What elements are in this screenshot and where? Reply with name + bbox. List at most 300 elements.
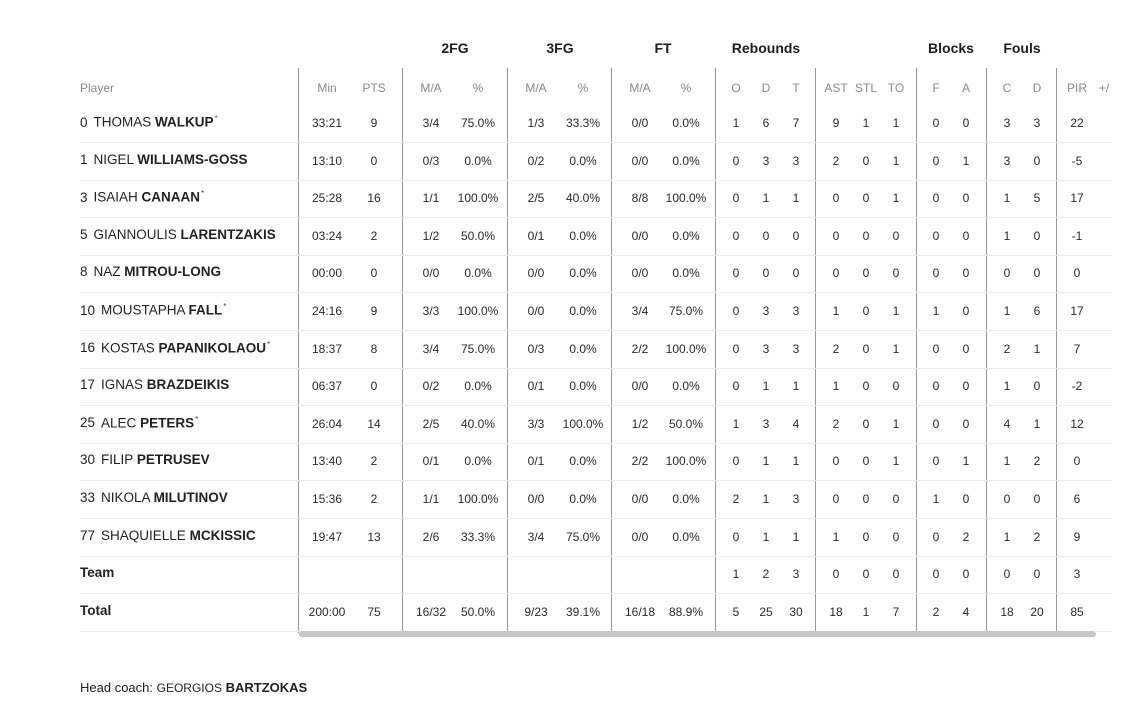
stat-cell: 1 [1033, 341, 1041, 356]
player-first-name: NIKOLA [101, 490, 154, 505]
row-divider [80, 142, 1112, 143]
stat-cell: 0.0% [672, 529, 700, 544]
stat-cell: 17 [1070, 191, 1084, 206]
stat-cell: 2 [1003, 341, 1011, 356]
stat-cell: 9 [370, 304, 378, 318]
stat-cell: 2 [762, 567, 770, 582]
stat-cell: 100.0% [665, 341, 707, 356]
stat-cell: 6 [1073, 492, 1081, 506]
player-last-name: PAPANIKOLAOU [158, 340, 267, 356]
stat-cell: 16 [367, 191, 381, 206]
player-first-name: ALEC [101, 415, 141, 431]
stat-cell: 0.0% [672, 266, 700, 281]
column-header: % [680, 81, 692, 95]
stat-cell: 75.0% [460, 116, 496, 130]
stat-cell: 2/5 [527, 191, 545, 206]
player-name[interactable] [80, 415, 198, 431]
stat-cell: 1 [762, 191, 770, 206]
stat-cell: 0 [962, 304, 970, 318]
stat-cell: 0 [892, 567, 900, 582]
stat-cell: 3 [762, 153, 770, 168]
stat-cell: 4 [962, 604, 970, 619]
stat-cell: 0 [962, 567, 970, 582]
player-last-name: PETERS [140, 415, 195, 431]
stat-cell: 1 [932, 492, 940, 506]
stat-cell: 22 [1070, 116, 1084, 130]
stat-cell: 0.0% [464, 266, 492, 281]
stat-cell: 1 [792, 191, 800, 206]
stat-cell: 88.9% [668, 604, 704, 619]
stat-cell: 50.0% [460, 604, 496, 619]
stat-cell: 0 [1003, 567, 1011, 582]
starter-mark: * [201, 189, 205, 199]
stat-cell: 1 [892, 341, 900, 356]
stat-cell: 1 [892, 416, 900, 431]
stat-cell: 0 [1033, 492, 1041, 506]
stat-cell: 85 [1070, 604, 1084, 619]
stat-cell: 0/0 [631, 228, 649, 243]
stat-cell: 1 [732, 567, 740, 582]
stat-cell: 0 [732, 529, 740, 544]
stat-cell: 0 [932, 454, 940, 469]
player-name[interactable] [80, 227, 276, 242]
stat-cell: 1 [892, 116, 900, 130]
player-name[interactable] [80, 490, 228, 505]
stat-cell: -1 [1071, 228, 1083, 243]
stat-cell: 1/3 [527, 116, 545, 130]
stat-cell: 2 [832, 341, 840, 356]
stat-cell: 0 [862, 454, 870, 469]
stat-cell: 0/3 [422, 153, 440, 168]
player-first-name: MOUSTAPHA [101, 302, 189, 318]
stat-cell: 0/3 [527, 341, 545, 356]
stat-cell: 0.0% [569, 153, 597, 168]
stat-cell: 0 [1033, 567, 1041, 582]
stat-cell: 40.0% [460, 416, 496, 431]
column-header: M/A [525, 81, 547, 95]
column-header: PTS [362, 81, 386, 95]
stat-cell: 0 [962, 416, 970, 431]
stat-cell: 1 [892, 304, 900, 318]
stat-cell: 0 [832, 567, 840, 582]
stat-cell: 2 [962, 529, 970, 544]
stat-cell: 2 [832, 416, 840, 431]
stat-cell: 0 [932, 529, 940, 544]
stat-cell: 3/4 [422, 116, 440, 130]
player-number: 3 [80, 189, 88, 205]
stat-cell: 0 [932, 379, 940, 394]
stat-cell: 1/2 [422, 228, 440, 243]
stat-cell: 14 [367, 416, 381, 431]
stat-cell: 15:36 [311, 492, 343, 506]
stat-cell: 8/8 [631, 191, 649, 206]
stat-cell: 0 [1073, 266, 1081, 281]
stat-cell: 0/0 [631, 266, 649, 281]
stat-cell: 1 [962, 454, 970, 469]
stat-cell: 0 [962, 116, 970, 130]
stat-cell: 0 [962, 379, 970, 394]
stat-cell: 12 [1070, 416, 1084, 431]
stat-cell: 1 [762, 454, 770, 469]
stat-cell: 2/5 [422, 416, 440, 431]
stat-cell: 0/2 [527, 153, 545, 168]
stat-cell: 0 [792, 266, 800, 281]
stat-cell: 2 [1033, 454, 1041, 469]
stat-cell: 0 [892, 266, 900, 281]
stat-cell: 33.3% [460, 529, 496, 544]
player-number: 16 [80, 340, 96, 356]
stat-cell: 1 [1003, 379, 1011, 394]
stat-cell: 1 [792, 379, 800, 394]
player-number: 17 [80, 377, 96, 393]
stat-cell: 1 [962, 153, 970, 168]
stat-cell: 1 [732, 416, 740, 431]
stat-cell: 0.0% [464, 153, 492, 168]
stat-cell: 1/2 [631, 416, 649, 431]
column-divider [611, 68, 612, 633]
player-name[interactable] [80, 264, 221, 279]
stat-cell: 1 [1003, 304, 1011, 318]
stat-cell: 1 [892, 191, 900, 206]
column-header: C [1002, 81, 1012, 95]
total-label: Total [80, 602, 112, 618]
stat-cell: 1 [862, 604, 870, 619]
stat-cell: 33.3% [565, 116, 601, 130]
stat-cell: 2/2 [631, 454, 649, 469]
stat-cell: 0 [862, 379, 870, 394]
stat-cell: 16/18 [624, 604, 656, 619]
row-divider [80, 330, 1112, 331]
stat-cell: 0/0 [631, 529, 649, 544]
stat-cell: 5 [1033, 191, 1041, 206]
stat-cell: 1 [892, 454, 900, 469]
stat-cell: 0/0 [631, 153, 649, 168]
stat-cell: 30 [789, 604, 803, 619]
column-header: % [472, 81, 484, 95]
stat-cell: 3/4 [527, 529, 545, 544]
column-divider [507, 68, 508, 633]
stat-cell: 1 [1003, 191, 1011, 206]
stat-cell: 3 [762, 304, 770, 318]
stat-cell: 0 [892, 379, 900, 394]
stat-cell: 6 [762, 116, 770, 130]
player-last-name: BRAZDEIKIS [146, 377, 230, 393]
group-header-fg2: 2FG [441, 40, 469, 56]
column-header: F [932, 81, 940, 95]
stat-cell: 9 [1073, 529, 1081, 544]
stat-cell: 0.0% [569, 454, 597, 469]
group-header-fg3: 3FG [546, 40, 574, 56]
stat-cell: 0 [962, 266, 970, 281]
player-first-name: NAZ [93, 264, 125, 280]
stat-cell: 0.0% [569, 304, 597, 318]
stat-cell: -5 [1071, 153, 1083, 168]
stat-cell: 0/1 [527, 228, 545, 243]
stat-cell: 0/0 [527, 304, 545, 318]
stat-cell: 2 [370, 454, 378, 469]
stat-cell: 0 [862, 567, 870, 582]
stat-cell: 16/32 [415, 604, 447, 619]
stat-cell: 3/3 [422, 304, 440, 318]
group-header-fouls: Fouls [1003, 40, 1041, 56]
stat-cell: 0.0% [672, 153, 700, 168]
stat-cell: 0 [862, 191, 870, 206]
stat-cell: 2 [370, 228, 378, 243]
stat-cell: 100.0% [457, 492, 499, 506]
stat-cell: 0.0% [672, 379, 700, 394]
player-name[interactable] [80, 377, 229, 392]
stat-cell: 03:24 [311, 228, 343, 243]
stat-cell: 0 [932, 228, 940, 243]
group-header-ft: FT [654, 40, 672, 56]
player-first-name: THOMAS [93, 114, 156, 130]
column-header: PIR [1066, 81, 1087, 95]
stat-cell: 0/0 [631, 116, 649, 130]
stat-cell: 75.0% [460, 341, 496, 356]
stat-cell: 1 [862, 116, 870, 130]
stat-cell: 0 [762, 266, 770, 281]
stat-cell: 0 [1003, 492, 1011, 506]
stat-cell: 1 [1003, 454, 1011, 469]
stat-cell: 0 [932, 116, 940, 130]
stat-cell: 0 [862, 266, 870, 281]
column-header: D [761, 81, 771, 95]
player-first-name: IGNAS [101, 377, 147, 393]
player-name[interactable] [80, 114, 218, 130]
stat-cell: 75.0% [565, 529, 601, 544]
column-header: M/A [420, 81, 442, 95]
stat-cell: 0 [762, 228, 770, 243]
column-header: M/A [629, 81, 651, 95]
stat-cell: 0 [932, 341, 940, 356]
column-header: T [792, 81, 800, 95]
stat-cell: 13:40 [311, 454, 343, 469]
stat-cell: 0 [892, 228, 900, 243]
stat-cell: 0.0% [672, 492, 700, 506]
stat-cell: 2 [1033, 529, 1041, 544]
stat-cell: 0 [732, 153, 740, 168]
stat-cell: 0 [732, 266, 740, 281]
stat-cell: 0 [862, 304, 870, 318]
stat-cell: 0 [932, 416, 940, 431]
stat-cell: 19:47 [311, 529, 343, 544]
stat-cell: 2 [370, 492, 378, 506]
stat-cell: 50.0% [668, 416, 704, 431]
stat-cell: 13 [367, 529, 381, 544]
stat-cell: 0.0% [672, 228, 700, 243]
stat-cell: 00:00 [311, 266, 343, 281]
stat-cell: 4 [792, 416, 800, 431]
player-name[interactable] [80, 152, 248, 167]
column-header-player: Player [80, 81, 115, 95]
stat-cell: 3 [792, 304, 800, 318]
column-header: D [1032, 81, 1042, 95]
stat-cell: 0 [932, 153, 940, 168]
stat-cell: 0.0% [464, 454, 492, 469]
stat-cell: 100.0% [665, 454, 707, 469]
stat-cell: 39.1% [565, 604, 601, 619]
player-number: 1 [80, 151, 88, 167]
column-header: Min [317, 81, 337, 95]
group-header-reb: Rebounds [731, 40, 801, 56]
stat-cell: 75.0% [668, 304, 704, 318]
row-divider [80, 292, 1112, 293]
stat-cell: 50.0% [460, 228, 496, 243]
stat-cell: 200:00 [308, 604, 346, 619]
stat-cell: 2 [732, 492, 740, 506]
stat-cell: 0 [862, 341, 870, 356]
stat-cell: 0 [862, 492, 870, 506]
stat-cell: 0 [962, 228, 970, 243]
stat-cell: 2 [832, 153, 840, 168]
stat-cell: 1 [832, 379, 840, 394]
starter-mark: * [267, 339, 271, 349]
stat-cell: 1/1 [422, 191, 440, 206]
column-header: TO [887, 81, 905, 95]
stat-cell: 33:21 [311, 116, 343, 130]
player-last-name: PETRUSEV [136, 452, 210, 468]
column-header-plus-minus: +/ [1098, 81, 1110, 95]
stat-cell: 0 [370, 266, 378, 281]
column-divider [402, 68, 403, 633]
player-name[interactable] [80, 302, 226, 318]
player-first-name: SHAQUIELLE [101, 527, 190, 543]
player-last-name: LARENTZAKIS [180, 226, 276, 242]
stat-cell: 0 [1003, 266, 1011, 281]
player-name[interactable] [80, 452, 210, 467]
head-coach-last-name: BARTZOKAS [225, 680, 308, 695]
stat-cell: 0 [732, 228, 740, 243]
stat-cell: 0 [932, 567, 940, 582]
stat-cell: 2 [932, 604, 940, 619]
player-name[interactable] [80, 189, 204, 205]
stat-cell: 0 [1033, 228, 1041, 243]
stat-cell: 0 [832, 228, 840, 243]
row-divider [80, 556, 1112, 557]
stat-cell: 13:10 [311, 153, 343, 168]
stat-cell: 18 [829, 604, 843, 619]
stat-cell: 9 [370, 116, 378, 130]
player-name[interactable] [80, 528, 256, 543]
stat-cell: 1 [792, 529, 800, 544]
row-divider [80, 217, 1112, 218]
stat-cell: 18:37 [311, 341, 343, 356]
stat-cell: 0 [892, 529, 900, 544]
player-number: 0 [80, 114, 88, 130]
column-header: % [577, 81, 589, 95]
stat-cell: 0 [862, 416, 870, 431]
player-first-name: NIGEL [93, 151, 138, 167]
stat-cell: 40.0% [565, 191, 601, 206]
boxscore-table [80, 0, 1112, 640]
stat-cell: 0.0% [569, 379, 597, 394]
row-divider [80, 480, 1112, 481]
column-divider [298, 68, 299, 633]
stat-cell: 0/1 [527, 379, 545, 394]
player-name[interactable] [80, 340, 270, 356]
stat-cell: 3 [792, 341, 800, 356]
stat-cell: 0 [962, 492, 970, 506]
stat-cell: 1 [892, 153, 900, 168]
stat-cell: 0 [962, 341, 970, 356]
stat-cell: 1 [762, 529, 770, 544]
column-header: STL [854, 81, 877, 95]
stat-cell: 7 [792, 116, 800, 130]
player-number: 10 [80, 302, 96, 318]
stat-cell: 25:28 [311, 191, 343, 206]
stat-cell: 3 [792, 492, 800, 506]
stat-cell: 26:04 [311, 416, 343, 431]
column-header: O [731, 81, 741, 95]
group-header-blocks: Blocks [928, 40, 974, 56]
stat-cell: 100.0% [665, 191, 707, 206]
stat-cell: 0 [732, 341, 740, 356]
stat-cell: 0/0 [527, 492, 545, 506]
player-first-name: KOSTAS [101, 340, 159, 356]
stat-cell: 3/3 [527, 416, 545, 431]
stat-cell: 0.0% [569, 341, 597, 356]
stat-cell: 7 [892, 604, 900, 619]
stat-cell: 17 [1070, 304, 1084, 318]
stat-cell: 0 [732, 191, 740, 206]
stat-cell: 0 [1033, 153, 1041, 168]
row-divider [80, 255, 1112, 256]
stat-cell: 1 [1003, 529, 1011, 544]
stat-cell: 4 [1003, 416, 1011, 431]
stat-cell: 75 [367, 604, 381, 619]
starter-mark: * [223, 302, 227, 311]
stat-cell: 0 [832, 454, 840, 469]
row-divider [80, 368, 1112, 369]
stat-cell: 0 [862, 153, 870, 168]
player-last-name: MITROU-LONG [124, 264, 222, 280]
player-number: 25 [80, 415, 96, 431]
row-divider [80, 593, 1112, 594]
team-label: Team [80, 565, 115, 581]
stat-cell: 100.0% [457, 191, 499, 206]
stat-cell: 0 [862, 228, 870, 243]
stat-cell: 100.0% [562, 416, 604, 431]
stat-cell: 0 [832, 266, 840, 281]
stat-cell: 25 [759, 604, 773, 619]
stat-cell: 3 [792, 567, 800, 582]
player-number: 5 [80, 226, 88, 242]
stat-cell: 3/4 [422, 341, 440, 356]
stat-cell: 0/0 [527, 266, 545, 281]
stat-cell: 0/1 [527, 454, 545, 469]
stat-cell: 0/0 [631, 492, 649, 506]
player-last-name: MILUTINOV [153, 490, 228, 505]
stat-cell: 0/0 [422, 266, 440, 281]
row-divider [80, 180, 1112, 181]
stat-cell: 3/4 [631, 304, 649, 318]
player-last-name: WALKUP [155, 114, 214, 130]
stat-cell: 0 [370, 379, 378, 394]
stat-cell: 1 [792, 454, 800, 469]
player-number: 77 [80, 527, 96, 543]
head-coach-first-name: GEORGIOS [156, 681, 222, 695]
stat-cell: 0 [862, 529, 870, 544]
horizontal-scrollbar[interactable] [299, 631, 1096, 637]
stat-cell: 1 [762, 492, 770, 506]
head-coach-line [80, 680, 307, 695]
stat-cell: 0/1 [422, 454, 440, 469]
player-last-name: MCKISSIC [189, 527, 256, 543]
stat-cell: 0 [832, 191, 840, 206]
stat-cell: 3 [1003, 116, 1011, 130]
stat-cell: 1 [1033, 416, 1041, 431]
stat-cell: -2 [1071, 379, 1083, 394]
